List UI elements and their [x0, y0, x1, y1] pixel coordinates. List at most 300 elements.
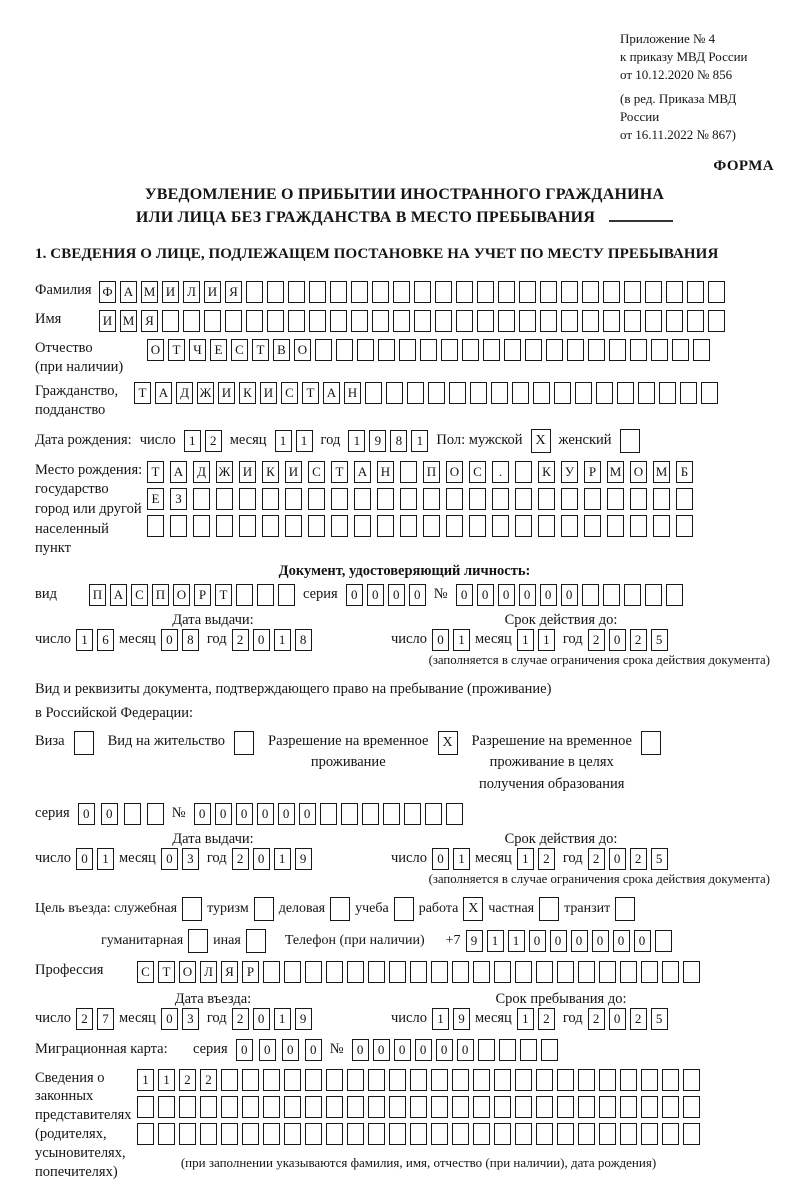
char-box[interactable]: 2 — [179, 1069, 196, 1091]
char-box[interactable] — [326, 961, 343, 983]
char-box[interactable]: О — [173, 584, 190, 606]
char-box[interactable]: 1 — [517, 848, 534, 870]
char-box[interactable]: 2 — [588, 629, 605, 651]
char-box[interactable]: 0 — [215, 803, 232, 825]
char-box[interactable] — [372, 281, 389, 303]
char-box[interactable] — [452, 1123, 469, 1145]
char-box[interactable] — [630, 515, 647, 537]
char-box[interactable]: 1 — [274, 629, 291, 651]
char-box[interactable] — [499, 1039, 516, 1061]
char-box[interactable] — [449, 382, 466, 404]
char-box[interactable] — [204, 310, 221, 332]
char-box[interactable] — [541, 1039, 558, 1061]
char-box[interactable]: 0 — [477, 584, 494, 606]
char-box[interactable]: Т — [331, 461, 348, 483]
char-box[interactable] — [687, 310, 704, 332]
char-box[interactable] — [676, 515, 693, 537]
char-box[interactable]: 0 — [253, 848, 270, 870]
char-box[interactable]: 0 — [432, 629, 449, 651]
char-box[interactable] — [655, 930, 672, 952]
char-box[interactable] — [599, 1096, 616, 1118]
char-box[interactable]: 0 — [498, 584, 515, 606]
char-box[interactable]: 0 — [253, 629, 270, 651]
edu-permit-checkbox[interactable] — [641, 731, 661, 755]
char-box[interactable] — [662, 1123, 679, 1145]
char-box[interactable] — [630, 339, 647, 361]
char-box[interactable]: Я — [221, 961, 238, 983]
char-box[interactable] — [431, 1096, 448, 1118]
char-box[interactable] — [263, 961, 280, 983]
char-box[interactable] — [561, 310, 578, 332]
char-box[interactable] — [473, 1069, 490, 1091]
char-box[interactable] — [653, 488, 670, 510]
char-box[interactable] — [431, 1123, 448, 1145]
char-box[interactable] — [162, 310, 179, 332]
char-box[interactable] — [331, 488, 348, 510]
char-box[interactable] — [305, 1069, 322, 1091]
char-box[interactable] — [452, 1096, 469, 1118]
purpose-tourism-checkbox[interactable] — [254, 897, 274, 921]
char-box[interactable] — [347, 1096, 364, 1118]
char-box[interactable] — [446, 515, 463, 537]
char-box[interactable] — [607, 515, 624, 537]
char-box[interactable] — [683, 1069, 700, 1091]
char-box[interactable] — [540, 281, 557, 303]
char-box[interactable] — [305, 961, 322, 983]
char-box[interactable]: 0 — [161, 1008, 178, 1030]
char-box[interactable]: 0 — [609, 848, 626, 870]
char-box[interactable]: 1 — [76, 629, 93, 651]
char-box[interactable] — [257, 584, 274, 606]
char-box[interactable]: С — [231, 339, 248, 361]
char-box[interactable]: 1 — [274, 848, 291, 870]
char-box[interactable] — [617, 382, 634, 404]
char-box[interactable] — [494, 1123, 511, 1145]
char-box[interactable] — [582, 310, 599, 332]
char-box[interactable]: 1 — [137, 1069, 154, 1091]
char-box[interactable]: Я — [225, 281, 242, 303]
char-box[interactable] — [666, 281, 683, 303]
char-box[interactable] — [561, 281, 578, 303]
char-box[interactable]: 0 — [236, 1039, 253, 1061]
purpose-humanitarian-checkbox[interactable] — [188, 929, 208, 953]
char-box[interactable]: 0 — [236, 803, 253, 825]
char-box[interactable] — [546, 339, 563, 361]
char-box[interactable] — [124, 803, 141, 825]
char-box[interactable]: С — [469, 461, 486, 483]
visa-checkbox[interactable] — [74, 731, 94, 755]
char-box[interactable]: 0 — [278, 803, 295, 825]
char-box[interactable] — [389, 1096, 406, 1118]
char-box[interactable]: Ж — [197, 382, 214, 404]
char-box[interactable] — [662, 1069, 679, 1091]
char-box[interactable] — [263, 1123, 280, 1145]
char-box[interactable] — [404, 803, 421, 825]
char-box[interactable] — [341, 803, 358, 825]
char-box[interactable]: О — [294, 339, 311, 361]
char-box[interactable] — [687, 281, 704, 303]
char-box[interactable] — [263, 1069, 280, 1091]
char-box[interactable] — [519, 310, 536, 332]
char-box[interactable]: Ж — [216, 461, 233, 483]
char-box[interactable] — [584, 488, 601, 510]
char-box[interactable] — [435, 310, 452, 332]
char-box[interactable]: Р — [194, 584, 211, 606]
char-box[interactable]: 2 — [588, 1008, 605, 1030]
char-box[interactable] — [473, 961, 490, 983]
char-box[interactable] — [354, 488, 371, 510]
char-box[interactable] — [179, 1096, 196, 1118]
char-box[interactable] — [242, 1096, 259, 1118]
char-box[interactable]: 1 — [296, 430, 313, 452]
char-box[interactable] — [620, 1069, 637, 1091]
char-box[interactable]: 1 — [453, 629, 470, 651]
char-box[interactable]: 0 — [253, 1008, 270, 1030]
char-box[interactable]: 0 — [394, 1039, 411, 1061]
char-box[interactable]: К — [239, 382, 256, 404]
char-box[interactable]: 0 — [561, 584, 578, 606]
char-box[interactable] — [662, 961, 679, 983]
char-box[interactable] — [407, 382, 424, 404]
char-box[interactable] — [435, 281, 452, 303]
char-box[interactable]: 0 — [540, 584, 557, 606]
char-box[interactable] — [246, 310, 263, 332]
char-box[interactable]: 0 — [415, 1039, 432, 1061]
char-box[interactable] — [603, 281, 620, 303]
char-box[interactable] — [557, 961, 574, 983]
char-box[interactable]: М — [141, 281, 158, 303]
char-box[interactable]: А — [155, 382, 172, 404]
char-box[interactable] — [242, 1123, 259, 1145]
char-box[interactable] — [236, 584, 253, 606]
char-box[interactable] — [305, 1096, 322, 1118]
char-box[interactable] — [641, 1096, 658, 1118]
char-box[interactable] — [365, 382, 382, 404]
purpose-business-checkbox[interactable] — [182, 897, 202, 921]
char-box[interactable] — [309, 281, 326, 303]
char-box[interactable]: 3 — [182, 1008, 199, 1030]
char-box[interactable]: 2 — [538, 848, 555, 870]
char-box[interactable]: 2 — [630, 1008, 647, 1030]
char-box[interactable] — [400, 461, 417, 483]
char-box[interactable] — [288, 281, 305, 303]
char-box[interactable] — [423, 515, 440, 537]
char-box[interactable] — [389, 1069, 406, 1091]
char-box[interactable] — [320, 803, 337, 825]
char-box[interactable] — [368, 1096, 385, 1118]
char-box[interactable] — [263, 1096, 280, 1118]
char-box[interactable]: 5 — [651, 848, 668, 870]
char-box[interactable]: Ч — [189, 339, 206, 361]
char-box[interactable] — [242, 1069, 259, 1091]
char-box[interactable] — [267, 281, 284, 303]
char-box[interactable] — [609, 339, 626, 361]
char-box[interactable] — [519, 281, 536, 303]
char-box[interactable] — [708, 310, 725, 332]
char-box[interactable] — [330, 310, 347, 332]
char-box[interactable] — [246, 281, 263, 303]
char-box[interactable]: С — [281, 382, 298, 404]
char-box[interactable]: 0 — [259, 1039, 276, 1061]
char-box[interactable] — [309, 310, 326, 332]
char-box[interactable] — [357, 339, 374, 361]
char-box[interactable] — [216, 515, 233, 537]
char-box[interactable] — [441, 339, 458, 361]
char-box[interactable]: С — [137, 961, 154, 983]
char-box[interactable] — [645, 281, 662, 303]
char-box[interactable]: К — [262, 461, 279, 483]
char-box[interactable]: 9 — [453, 1008, 470, 1030]
char-box[interactable]: О — [630, 461, 647, 483]
char-box[interactable] — [520, 1039, 537, 1061]
char-box[interactable] — [377, 488, 394, 510]
char-box[interactable]: 2 — [630, 629, 647, 651]
char-box[interactable] — [494, 1096, 511, 1118]
char-box[interactable] — [193, 488, 210, 510]
char-box[interactable] — [578, 1069, 595, 1091]
char-box[interactable] — [410, 1096, 427, 1118]
char-box[interactable]: Т — [158, 961, 175, 983]
char-box[interactable]: . — [492, 461, 509, 483]
char-box[interactable]: 0 — [592, 930, 609, 952]
char-box[interactable] — [431, 961, 448, 983]
char-box[interactable] — [278, 584, 295, 606]
char-box[interactable] — [557, 1096, 574, 1118]
temp-permit-checkbox[interactable]: X — [438, 731, 458, 755]
char-box[interactable] — [170, 515, 187, 537]
char-box[interactable] — [672, 339, 689, 361]
char-box[interactable] — [354, 515, 371, 537]
char-box[interactable] — [641, 961, 658, 983]
char-box[interactable]: 2 — [205, 430, 222, 452]
char-box[interactable]: 1 — [274, 1008, 291, 1030]
char-box[interactable] — [400, 515, 417, 537]
char-box[interactable] — [414, 310, 431, 332]
char-box[interactable]: 0 — [78, 803, 95, 825]
char-box[interactable]: 0 — [634, 930, 651, 952]
char-box[interactable] — [225, 310, 242, 332]
male-checkbox[interactable]: X — [531, 429, 551, 453]
char-box[interactable] — [620, 1123, 637, 1145]
char-box[interactable]: 0 — [409, 584, 426, 606]
char-box[interactable] — [469, 515, 486, 537]
char-box[interactable] — [498, 310, 515, 332]
char-box[interactable]: Т — [147, 461, 164, 483]
char-box[interactable]: Е — [147, 488, 164, 510]
char-box[interactable]: 0 — [388, 584, 405, 606]
char-box[interactable] — [347, 961, 364, 983]
char-box[interactable] — [693, 339, 710, 361]
char-box[interactable] — [701, 382, 718, 404]
char-box[interactable] — [137, 1096, 154, 1118]
char-box[interactable] — [378, 339, 395, 361]
char-box[interactable]: 8 — [295, 629, 312, 651]
char-box[interactable] — [536, 961, 553, 983]
char-box[interactable] — [137, 1123, 154, 1145]
char-box[interactable] — [452, 1069, 469, 1091]
char-box[interactable]: Д — [176, 382, 193, 404]
char-box[interactable]: 9 — [466, 930, 483, 952]
char-box[interactable]: 0 — [299, 803, 316, 825]
char-box[interactable] — [641, 1123, 658, 1145]
char-box[interactable] — [624, 584, 641, 606]
char-box[interactable] — [347, 1123, 364, 1145]
char-box[interactable]: 5 — [651, 629, 668, 651]
char-box[interactable] — [147, 803, 164, 825]
char-box[interactable] — [410, 1069, 427, 1091]
purpose-transit-checkbox[interactable] — [615, 897, 635, 921]
char-box[interactable]: Т — [252, 339, 269, 361]
char-box[interactable]: 1 — [517, 1008, 534, 1030]
char-box[interactable] — [683, 1123, 700, 1145]
char-box[interactable] — [494, 961, 511, 983]
char-box[interactable]: И — [99, 310, 116, 332]
char-box[interactable] — [308, 488, 325, 510]
char-box[interactable]: 8 — [182, 629, 199, 651]
char-box[interactable]: Т — [302, 382, 319, 404]
char-box[interactable]: 0 — [609, 629, 626, 651]
char-box[interactable]: И — [218, 382, 235, 404]
char-box[interactable] — [400, 488, 417, 510]
char-box[interactable] — [533, 382, 550, 404]
char-box[interactable] — [284, 1096, 301, 1118]
char-box[interactable] — [285, 515, 302, 537]
char-box[interactable] — [347, 1069, 364, 1091]
char-box[interactable] — [368, 1123, 385, 1145]
char-box[interactable] — [478, 1039, 495, 1061]
char-box[interactable] — [285, 488, 302, 510]
char-box[interactable] — [452, 961, 469, 983]
purpose-study-checkbox[interactable] — [394, 897, 414, 921]
char-box[interactable] — [525, 339, 542, 361]
char-box[interactable]: 3 — [182, 848, 199, 870]
char-box[interactable] — [504, 339, 521, 361]
char-box[interactable] — [221, 1069, 238, 1091]
char-box[interactable] — [676, 488, 693, 510]
char-box[interactable] — [284, 1123, 301, 1145]
char-box[interactable] — [567, 339, 584, 361]
char-box[interactable] — [216, 488, 233, 510]
char-box[interactable] — [147, 515, 164, 537]
char-box[interactable]: И — [204, 281, 221, 303]
char-box[interactable]: А — [323, 382, 340, 404]
char-box[interactable] — [653, 515, 670, 537]
char-box[interactable]: 1 — [184, 430, 201, 452]
char-box[interactable]: 0 — [571, 930, 588, 952]
char-box[interactable]: 0 — [373, 1039, 390, 1061]
char-box[interactable] — [512, 382, 529, 404]
char-box[interactable] — [330, 281, 347, 303]
char-box[interactable]: Н — [377, 461, 394, 483]
char-box[interactable] — [193, 515, 210, 537]
char-box[interactable] — [561, 515, 578, 537]
char-box[interactable] — [494, 1069, 511, 1091]
char-box[interactable]: 2 — [232, 629, 249, 651]
char-box[interactable] — [575, 382, 592, 404]
char-box[interactable] — [557, 1069, 574, 1091]
char-box[interactable] — [477, 281, 494, 303]
char-box[interactable] — [620, 961, 637, 983]
char-box[interactable] — [492, 488, 509, 510]
char-box[interactable]: И — [162, 281, 179, 303]
char-box[interactable] — [368, 961, 385, 983]
char-box[interactable]: 1 — [411, 430, 428, 452]
char-box[interactable] — [578, 1123, 595, 1145]
char-box[interactable] — [603, 584, 620, 606]
female-checkbox[interactable] — [620, 429, 640, 453]
char-box[interactable]: Т — [134, 382, 151, 404]
char-box[interactable] — [473, 1123, 490, 1145]
char-box[interactable] — [469, 488, 486, 510]
purpose-commercial-checkbox[interactable] — [330, 897, 350, 921]
char-box[interactable] — [399, 339, 416, 361]
char-box[interactable] — [645, 584, 662, 606]
char-box[interactable]: 8 — [390, 430, 407, 452]
char-box[interactable]: Я — [141, 310, 158, 332]
char-box[interactable]: 0 — [76, 848, 93, 870]
char-box[interactable] — [326, 1069, 343, 1091]
char-box[interactable] — [708, 281, 725, 303]
char-box[interactable]: 0 — [305, 1039, 322, 1061]
char-box[interactable] — [431, 1069, 448, 1091]
char-box[interactable] — [456, 310, 473, 332]
char-box[interactable] — [183, 310, 200, 332]
char-box[interactable]: 1 — [275, 430, 292, 452]
char-box[interactable]: 9 — [369, 430, 386, 452]
char-box[interactable]: 1 — [348, 430, 365, 452]
char-box[interactable] — [446, 803, 463, 825]
char-box[interactable] — [641, 1069, 658, 1091]
char-box[interactable] — [557, 1123, 574, 1145]
char-box[interactable]: 2 — [232, 1008, 249, 1030]
char-box[interactable] — [200, 1096, 217, 1118]
char-box[interactable] — [372, 310, 389, 332]
char-box[interactable] — [483, 339, 500, 361]
char-box[interactable]: И — [285, 461, 302, 483]
char-box[interactable]: 6 — [97, 629, 114, 651]
char-box[interactable]: И — [239, 461, 256, 483]
char-box[interactable]: 0 — [609, 1008, 626, 1030]
char-box[interactable]: П — [152, 584, 169, 606]
char-box[interactable] — [540, 310, 557, 332]
purpose-work-checkbox[interactable]: X — [463, 897, 483, 921]
char-box[interactable]: 1 — [97, 848, 114, 870]
char-box[interactable] — [630, 488, 647, 510]
char-box[interactable] — [645, 310, 662, 332]
char-box[interactable] — [462, 339, 479, 361]
char-box[interactable] — [651, 339, 668, 361]
char-box[interactable] — [624, 310, 641, 332]
char-box[interactable] — [267, 310, 284, 332]
char-box[interactable] — [578, 1096, 595, 1118]
char-box[interactable] — [158, 1123, 175, 1145]
char-box[interactable] — [599, 961, 616, 983]
char-box[interactable]: 0 — [257, 803, 274, 825]
char-box[interactable]: 0 — [529, 930, 546, 952]
char-box[interactable] — [389, 961, 406, 983]
char-box[interactable] — [410, 1123, 427, 1145]
char-box[interactable] — [515, 515, 532, 537]
char-box[interactable]: Д — [193, 461, 210, 483]
char-box[interactable]: 2 — [538, 1008, 555, 1030]
char-box[interactable]: 0 — [456, 584, 473, 606]
char-box[interactable]: Л — [183, 281, 200, 303]
char-box[interactable] — [536, 1123, 553, 1145]
char-box[interactable] — [425, 803, 442, 825]
char-box[interactable] — [179, 1123, 196, 1145]
char-box[interactable] — [315, 339, 332, 361]
char-box[interactable] — [582, 281, 599, 303]
